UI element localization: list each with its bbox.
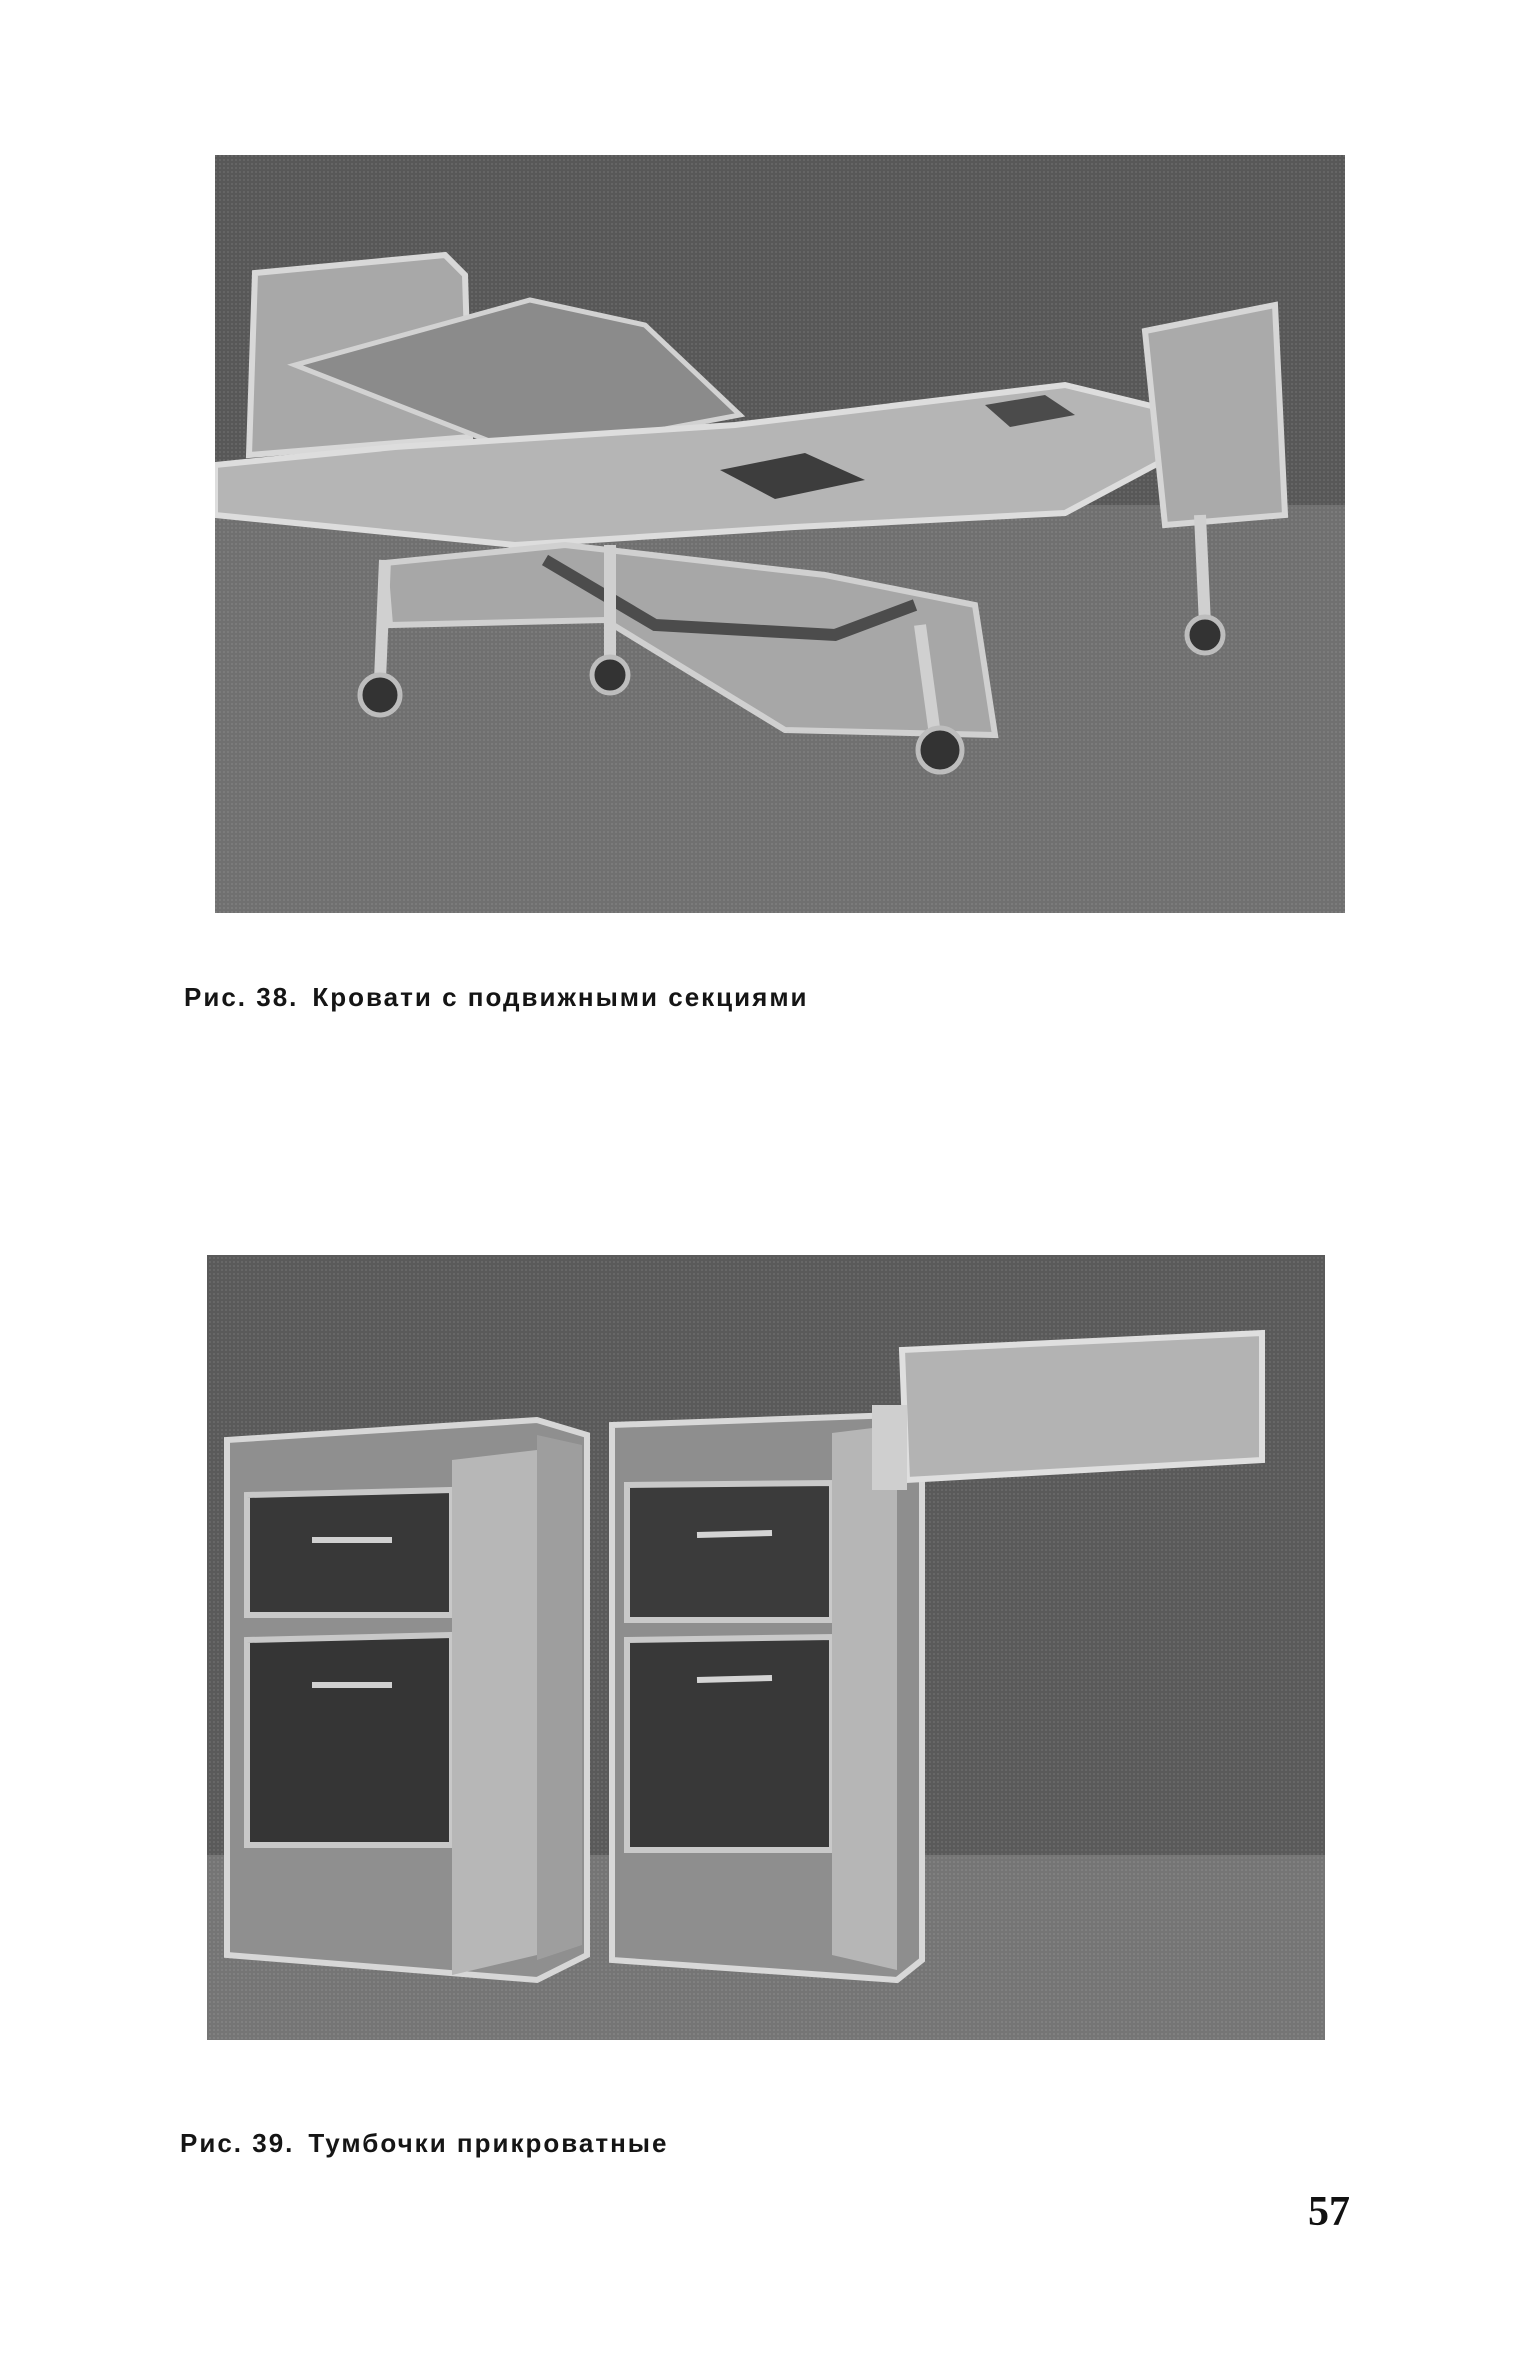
page-number: 57: [1308, 2189, 1350, 2235]
figure-38-title: Кровати с подвижными секциями: [312, 982, 809, 1012]
bed-photo: [215, 155, 1345, 913]
figure-39-title: Тумбочки прикроватные: [308, 2128, 669, 2158]
cabinets-photo: [207, 1255, 1325, 2040]
figure-38-caption: [184, 982, 809, 1013]
hospital-bed-illustration: [215, 155, 1345, 913]
figure-38-label: Рис. 38.: [184, 982, 299, 1012]
figure-39-label: Рис. 39.: [180, 2128, 295, 2158]
bedside-cabinets-illustration: [207, 1255, 1325, 2040]
figure-39-caption: [180, 2128, 668, 2159]
